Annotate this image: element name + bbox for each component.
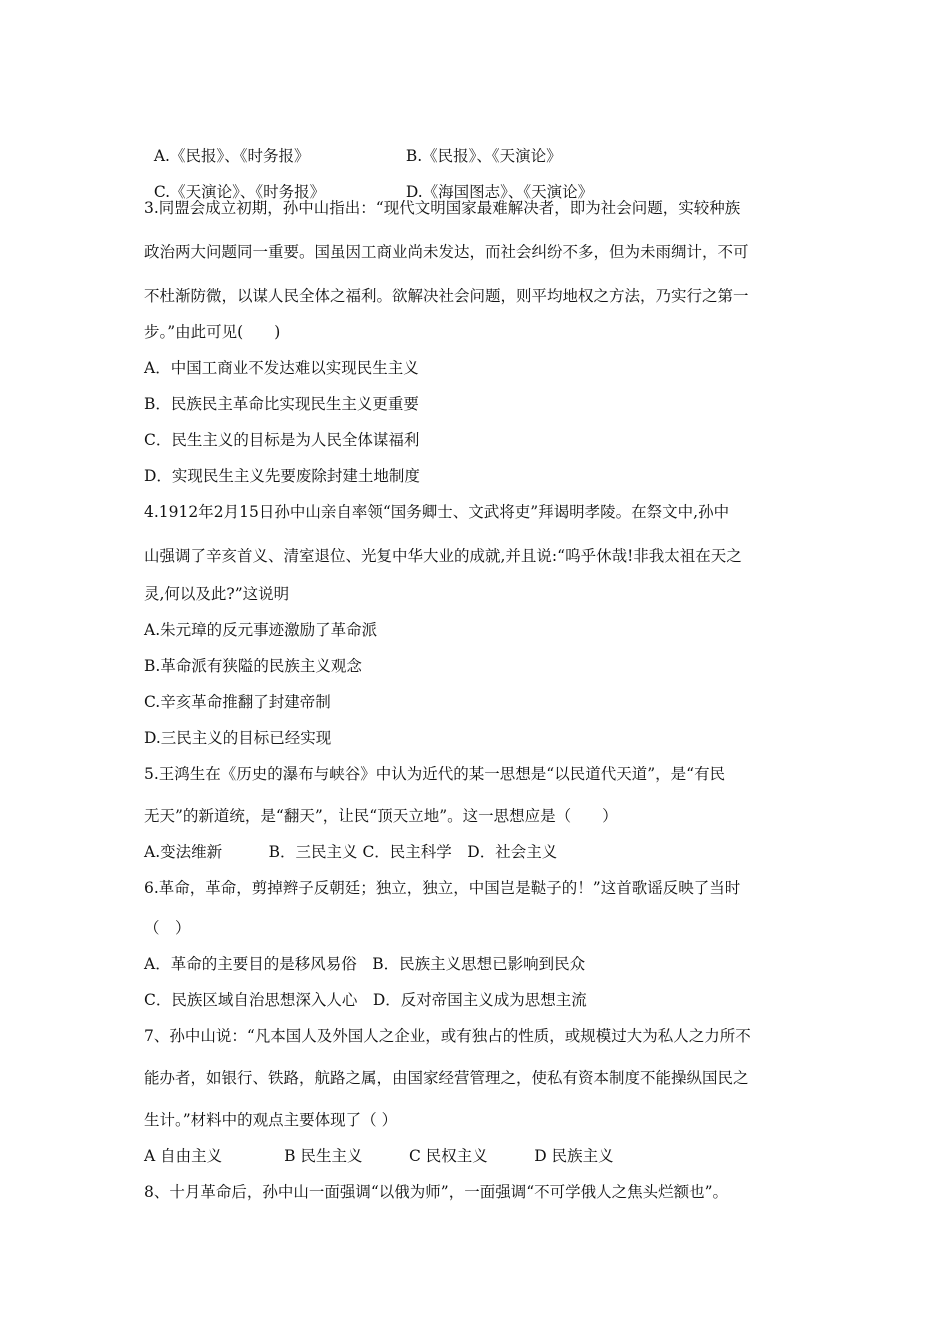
- q4-stem-line-3: 灵,何以及此?”这说明: [144, 585, 290, 603]
- q5-stem-line-2: 无天”的新道统，是“翻天”，让民“顶天立地”。这一思想应是（ ）: [144, 807, 618, 825]
- q6-options-line-2: C．民族区域自治思想深入人心 D．反对帝国主义成为思想主流: [144, 991, 587, 1009]
- q2-option-c: C.《天演论》、《时务报》: [153, 183, 326, 201]
- q3-option-c: C．民生主义的目标是为人民全体谋福利: [144, 431, 420, 449]
- q6-stem-line-1: 6.革命，革命，剪掉辫子反朝廷；独立，独立，中国岂是鞑子的！”这首歌谣反映了当时: [144, 879, 741, 897]
- q3-stem-line-3: 不杜渐防微，以谋人民全体之福利。欲解决社会问题，则平均地权之方法，乃实行之第一: [144, 287, 749, 305]
- q3-option-a: A．中国工商业不发达难以实现民生主义: [144, 359, 419, 377]
- q6-stem-line-2: （ ）: [144, 919, 191, 937]
- q4-stem-line-2: 山强调了辛亥首义、清室退位、光复中华大业的成就,并且说:“呜乎休哉!非我太祖在天之: [144, 547, 742, 565]
- q6-options-line-1: A．革命的主要目的是移风易俗 B．民族主义思想已影响到民众: [144, 955, 586, 973]
- q5-options: A.变法维新 B．三民主义 C．民主科学 D．社会主义: [144, 843, 558, 861]
- q3-stem-line-2: 政治两大问题同一重要。国虽因工商业尚未发达，而社会纠纷不多，但为未雨绸计，不可: [144, 243, 749, 261]
- q4-option-c: C.辛亥革命推翻了封建帝制: [144, 693, 331, 711]
- q8-stem-line-1: 8、十月革命后，孙中山一面强调“以俄为师”，一面强调“不可学俄人之焦头烂额也”。: [144, 1183, 729, 1201]
- q4-option-d: D.三民主义的目标已经实现: [144, 729, 332, 747]
- q4-option-a: A.朱元璋的反元事迹激励了革命派: [144, 621, 378, 639]
- q7-stem-line-3: 生计。”材料中的观点主要体现了（ ）: [144, 1111, 398, 1129]
- q3-stem-line-4: 步。”由此可见( ): [144, 323, 281, 341]
- q2-options-row-2: [144, 162, 593, 202]
- q4-option-b: B.革命派有狭隘的民族主义观念: [144, 657, 362, 675]
- q2-option-d: D.《海国图志》、《天演论》: [405, 183, 594, 201]
- q7-stem-line-2: 能办者，如银行、铁路，航路之属，由国家经营管理之，使私有资本制度不能操纵国民之: [144, 1069, 749, 1087]
- q3-option-d: D．实现民生主义先要废除封建土地制度: [144, 467, 420, 485]
- q2-option-b: B.《民报》、《天演论》: [405, 147, 562, 165]
- q7-stem-line-1: 7、孙中山说：“凡本国人及外国人之企业，或有独占的性质，或规模过大为私人之力所不: [144, 1027, 751, 1045]
- q7-options: A 自由主义 B 民生主义 C 民权主义 D 民族主义: [144, 1147, 614, 1165]
- q5-stem-line-1: 5.王鸿生在《历史的瀑布与峡谷》中认为近代的某一思想是“以民道代天道”，是“有民: [144, 765, 726, 783]
- q4-stem-line-1: 4.1912年2月15日孙中山亲自率领“国务卿士、文武将吏”拜谒明孝陵。在祭文中,孙中: [144, 503, 730, 521]
- q2-options-row-1: [144, 126, 562, 166]
- q2-option-a: A.《民报》、《时务报》: [153, 147, 310, 165]
- q3-option-b: B．民族民主革命比实现民生主义更重要: [144, 395, 419, 413]
- q3-stem-line-1: 3.同盟会成立初期，孙中山指出：“现代文明国家最难解决者，即为社会问题，实较种族: [144, 199, 741, 217]
